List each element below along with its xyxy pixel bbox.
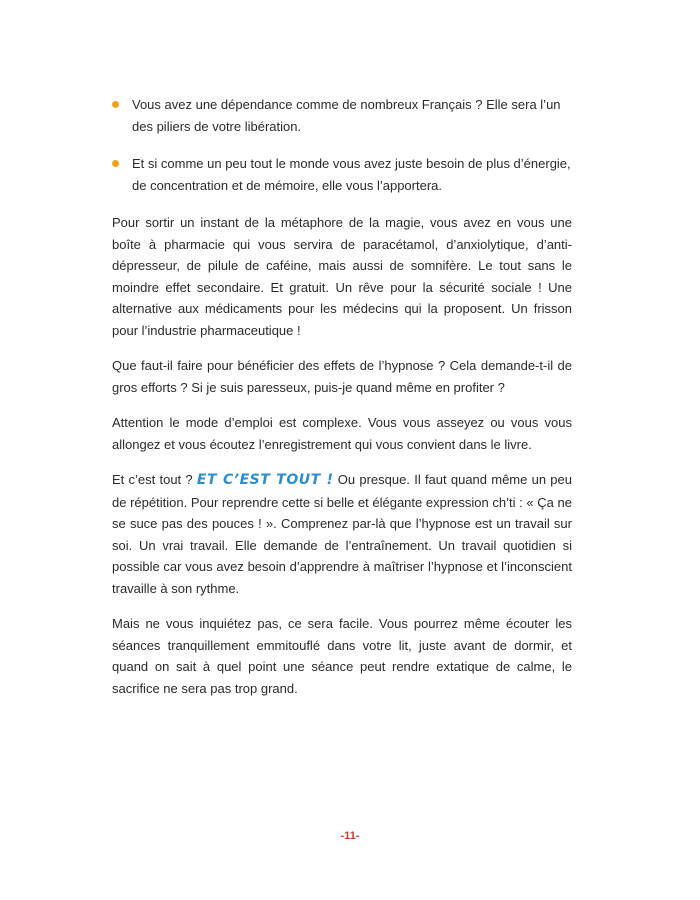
paragraph-pharmacy: Pour sortir un instant de la métaphore de la magie, vous avez en vous une boîte à pharmacie qui vous servira de paracétamol, d’anxiolytique, d’anti-dépresseur, de pilule de caféine, mais aussi de somnifère. Le tout sans le moindre effet secondaire. Et gratuit. Un rêve pour la sécurité sociale ! Une alternative aux médicaments pour les médecins qui la proposent. Un frisson pour l’industrie pharmaceutique ! — [112, 215, 572, 338]
paragraph-instructions: Attention le mode d’emploi est complexe. Vous vous asseyez ou vous vous allongez et vous écoutez l’enregistrement qui vous convient dans le livre. — [112, 415, 572, 452]
paragraph-reassurance: Mais ne vous inquiétez pas, ce sera facile. Vous pourrez même écouter les séances tranquillement emmitouflé dans votre lit, juste avant de dormir, et quand on sait à quel point une séance peut rendre extatique de calme, le sacrifice ne sera pas trop grand. — [112, 616, 572, 696]
emphasis-text: ET C’EST TOUT ! — [196, 472, 334, 488]
paragraph-questions: Que faut-il faire pour bénéficier des effets de l’hypnose ? Cela demande-t-il de gros efforts ? Si je suis paresseux, puis-je quand même en profiter ? — [112, 358, 572, 395]
bullet-dot-icon — [112, 160, 119, 167]
paragraph-repetition-rest: Ou presque. Il faut quand même un peu de répétition. Pour reprendre cette si belle et élégante expression ch’ti : « Ça ne se suce pas des pouces ! ». Comprenez par-là que l’hypnose est un travail sur soi. Un vrai travail. Elle demande de l’entraînement. Un travail quotidien si possible car vous avez besoin d’apprendre à maîtriser l’hypnose et l’inconscient travaille à son rythme. — [112, 472, 572, 596]
bullet-dot-icon — [112, 101, 119, 108]
bullet-item — [112, 94, 572, 137]
paragraph-repetition-start: Et c’est tout ? — [112, 472, 193, 487]
bullet-text: Vous avez une dépendance comme de nombreux Français ? Elle sera l’un des piliers de votre libération. — [132, 97, 561, 134]
paragraph-repetition — [112, 469, 572, 599]
page-number: -11- — [340, 830, 360, 842]
page-body — [112, 94, 572, 713]
bullet-text: Et si comme un peu tout le monde vous avez juste besoin de plus d’énergie, de concentration et de mémoire, elle vous l’apportera. — [132, 156, 571, 193]
bullet-item — [112, 153, 572, 196]
